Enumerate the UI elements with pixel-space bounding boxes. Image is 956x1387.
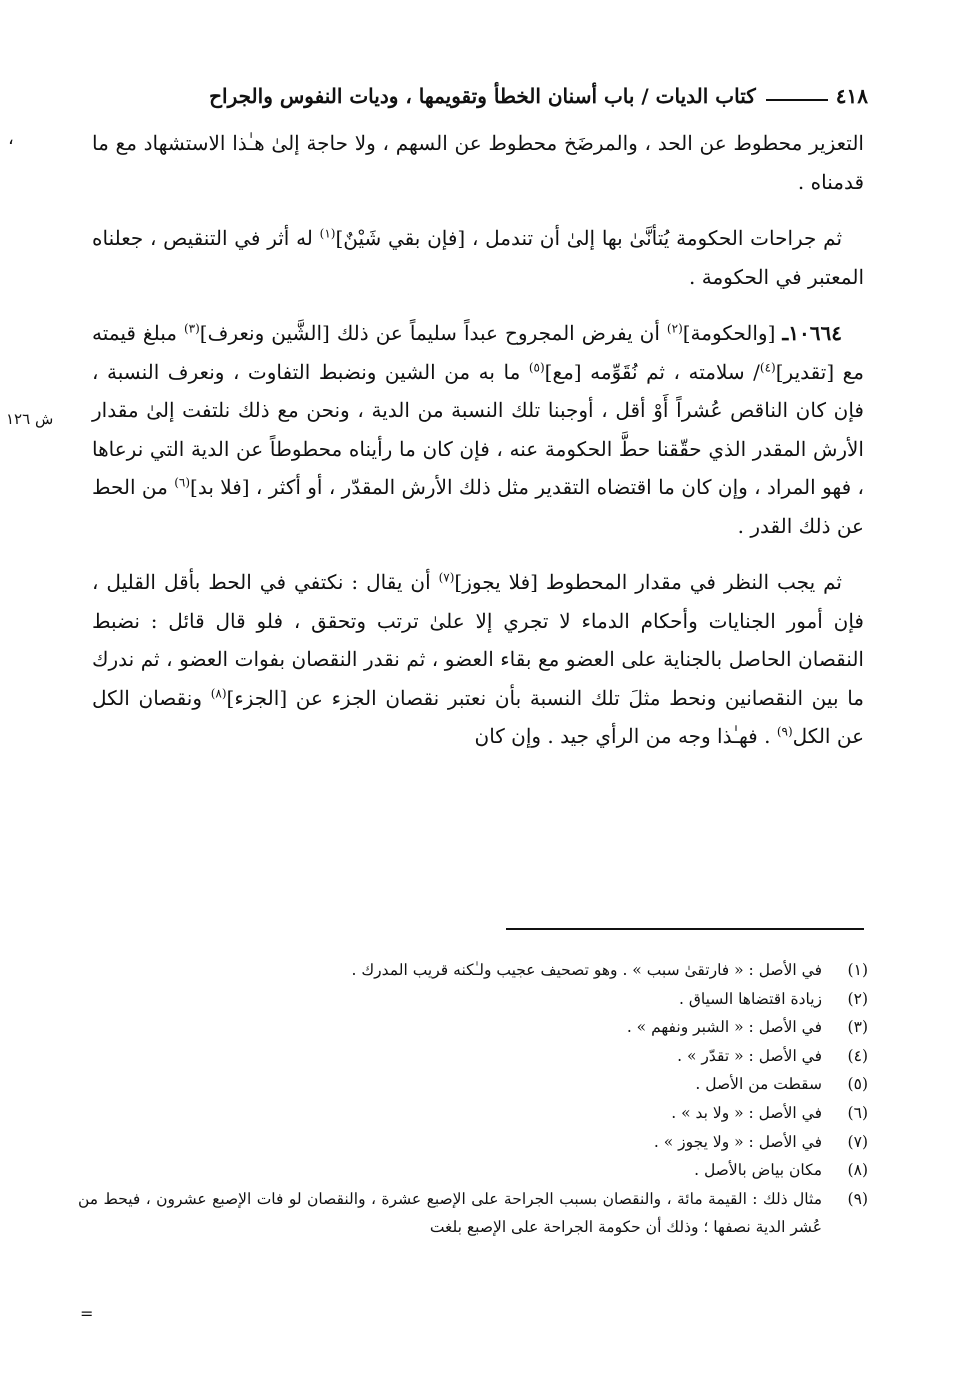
- footnote-item: [78, 1013, 868, 1042]
- footnote-item: [78, 985, 868, 1014]
- footnote-ref-1[interactable]: (١): [319, 226, 336, 241]
- footnote-number: (٤): [847, 1046, 868, 1065]
- footnote-text: في الأصل : « ولا بد » .: [671, 1103, 822, 1122]
- footnote-ref-7[interactable]: (٧): [438, 570, 455, 585]
- paragraph-number: ١٠٦٦٤ـ: [782, 321, 842, 345]
- p4-text-a: ثم يجب النظر في مقدار المحطوط [فلا يجوز]: [454, 570, 842, 594]
- paragraph-2: [92, 219, 864, 296]
- footnote-text: زيادة اقتضاها السياق .: [679, 989, 822, 1008]
- continuation-mark: =: [80, 1304, 94, 1323]
- p3-text-d: / سلامته ، ثم نُقَوِّمه [مع]: [544, 359, 760, 384]
- footnote-number: (٧): [847, 1132, 868, 1151]
- stray-mark: ،: [8, 128, 14, 149]
- footnote-item: [78, 1128, 868, 1157]
- footnote-item: [78, 1185, 868, 1242]
- paragraph-3: [92, 314, 864, 545]
- footnote-item: [78, 1099, 868, 1128]
- footnote-divider: [506, 928, 864, 930]
- main-text: [92, 124, 864, 774]
- footnote-text: سقطت من الأصل .: [695, 1075, 822, 1094]
- p3-text-a: [والحكومة]: [682, 321, 783, 345]
- footnote-number: (٦): [847, 1103, 868, 1122]
- p3-text-c: مبلغ قيمته مع [تقدير]: [92, 321, 865, 384]
- margin-folio-note: ش ١٢٦: [6, 410, 54, 428]
- footnote-ref-8[interactable]: (٨): [210, 685, 227, 700]
- footnote-number: (٥): [847, 1075, 868, 1094]
- page-number: ٤١٨: [835, 84, 868, 108]
- paragraph-1: التعزير محطوط عن الحد ، والمرضَخ محطوط عن السهم ، ولا حاجة إلىٰ هـٰذا الاستشهاد مع ما قدمناه .: [92, 131, 864, 194]
- footnote-text: في الأصل : « تقدّر » .: [677, 1046, 822, 1065]
- footnote-ref-2[interactable]: (٢): [666, 321, 683, 336]
- footnote-item: [78, 1042, 868, 1071]
- footnote-item: [78, 956, 868, 985]
- p4-text-d: . فهـٰذا وجه من الرأي جيد . وإن كان: [474, 724, 777, 748]
- footnote-text: مكان بياض بالأصل .: [694, 1161, 822, 1180]
- p2-text-b: له أثر في التنقيص ، جعلناه المعتبر في الحكومة .: [92, 226, 864, 289]
- p2-text-a: ثم جراحات الحكومة يُتأنَّىٰ بها إلىٰ أن تندمل ، [فإن بقي شَيْنٌ]: [335, 226, 843, 250]
- footnote-ref-6[interactable]: (٦): [174, 475, 191, 490]
- running-header: [88, 76, 868, 116]
- footnote-text: في الأصل : « ولا يجوز » .: [653, 1132, 822, 1151]
- footnote-number: (٨): [847, 1161, 868, 1180]
- footnote-ref-4[interactable]: (٤): [759, 359, 776, 374]
- footnote-number: (٩): [847, 1189, 868, 1208]
- header-rule: [766, 99, 828, 101]
- footnote-ref-3[interactable]: (٣): [183, 321, 200, 336]
- footnote-text: في الأصل : « الشبر ونفهم » .: [626, 1018, 822, 1037]
- footnote-number: (٢): [847, 989, 868, 1008]
- footnote-number: (٣): [847, 1018, 868, 1037]
- p4-text-b: أن يقال : نكتفي في الحط بأقل القليل ، فإن أمور الجنايات وأحكام الدماء لا تجري إلا علىٰ ترتب وتحقق ، فلو قال قائل : نضبط النقصان الحاصل بالجناية على العضو مع بقاء العضو ، ثم نقدر النقصان بفوات العضو ، ثم ندرك ما بين النقصانين ونحط مثلَ تلك النسبة بأن نعتبر نقصان الجزء عن [الجزء]: [92, 570, 864, 710]
- paragraph-4: [92, 563, 864, 756]
- p3-text-b: أن يفرض المجروح عبداً سليماً عن ذلك [الشَّين ونعرف]: [199, 321, 667, 345]
- p3-text-f: من الحط عن ذلك القدر .: [92, 475, 864, 538]
- p3-text-e: ما به من الشين ونضبط التفاوت ، ونعرف النسبة ، فإن كان الناقص عُشراً أَوْ أقل ، أوجبنا تلك النسبة من الدية ، ونحن مع ذلك نلتفت إلىٰ مقدار الأرش المقدر الذي حقّقنا حطَّ الحكومة عنه ، فإن كان ما رأيناه محطوطاً عن الدية التي نرعاها ، فهو المراد ، وإن كان ما اقتضاه التقدير مثل ذلك الأرش المقدّر ، أو أكثر ، [فلا بد]: [92, 359, 865, 499]
- footnotes: [78, 956, 868, 1242]
- footnote-item: [78, 1156, 868, 1185]
- footnote-ref-5[interactable]: (٥): [528, 359, 545, 374]
- footnote-number: (١): [847, 961, 868, 979]
- p4-text-c: ونقصان الكل عن الكل: [92, 685, 864, 748]
- running-title: كتاب الديات / باب أسنان الخطأ وتقويمها ، وديات النفوس والجراح: [209, 84, 756, 108]
- footnote-text: في الأصل : « فارتقىٰ سبب » . وهو تصحيف عجيب ولـٰكنه قريب المدرك .: [351, 961, 822, 979]
- footnote-text: مثال ذلك : القيمة مائة ، والنقصان بسبب الجراحة على الإصبع عشرة ، والنقصان لو فات الإصبع عشرون ، فيحط من عُشر الدية نصفها ؛ وذلك أن حكومة الجراحة على الإصبع بلغت: [78, 1189, 822, 1237]
- footnote-ref-9[interactable]: (٩): [776, 724, 793, 739]
- footnote-item: [78, 1070, 868, 1099]
